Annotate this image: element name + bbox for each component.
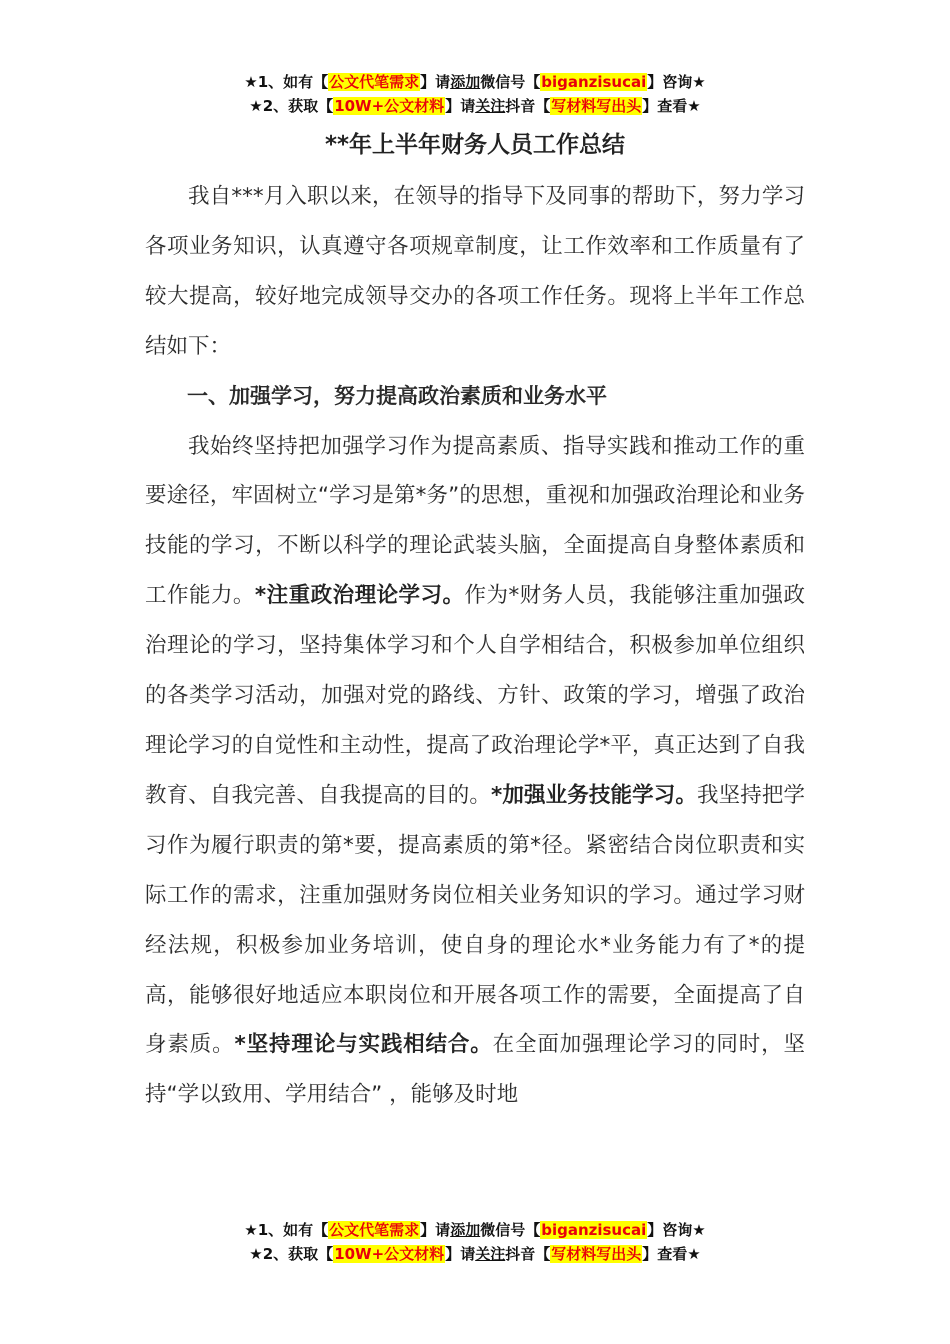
banner-line-1: [0, 70, 950, 94]
banner-text: 微信号【: [480, 73, 541, 91]
banner-underlined: 添加: [450, 1221, 481, 1239]
intro-paragraph: 我自***月入职以来，在领导的指导下及同事的帮助下，努力学习各项业务知识，认真遵守各项规章制度，让工作效率和工作质量有了较大提高，较好地完成领导交办的各项工作任务。现将上半年工作总结如下：: [145, 184, 805, 359]
banner-highlight: 10W+公文材料: [334, 1245, 445, 1263]
banner-text: ★1、如有【: [244, 1221, 329, 1239]
bold-subheading: *坚持理论与实践相结合。: [234, 1032, 493, 1058]
banner-highlight: 写材料写出头: [551, 97, 642, 115]
banner-text: 】请: [420, 1221, 451, 1239]
banner-text: ★1、如有【: [244, 73, 329, 91]
paragraph-text: 我坚持把学习作为履行职责的第*要，提高素质的第*径。紧密结合岗位职责和实际工作的需求，注重加强财务岗位相关业务知识的学习。通过学习财经法规，积极参加业务培训，使自身的理论水*业务能力有了*的提高，能够很好地适应本职岗位和开展各项工作的需要，全面提高了自身素质。: [145, 782, 805, 1058]
bold-subheading: *注重政治理论学习。: [254, 583, 465, 609]
banner-underlined: 添加: [450, 73, 481, 91]
banner-text: 】咨询★: [647, 73, 706, 91]
banner-line-2: [0, 1242, 950, 1266]
banner-text: 】请: [445, 97, 476, 115]
body-paragraph: [145, 422, 805, 1121]
banner-text: 微信号【: [480, 1221, 541, 1239]
banner-text: 】咨询★: [647, 1221, 706, 1239]
banner-text: 抖音【: [505, 97, 551, 115]
banner-highlight: biganzisucai: [541, 1221, 647, 1239]
banner-text: ★2、获取【: [249, 97, 334, 115]
banner-highlight: 公文代笔需求: [329, 73, 420, 91]
paragraph-text: 作为*财务人员，我能够注重加强政治理论的学习，坚持集体学习和个人自学相结合，积极参加单位组织的各类学习活动，加强对党的路线、方针、政策的学习，增强了政治理论学习的自觉性和主动性，提高了政治理论学*平，真正达到了自我教育、自我完善、自我提高的目的。: [145, 583, 805, 808]
banner-text: 抖音【: [505, 1245, 551, 1263]
document-body: [145, 172, 805, 1120]
banner-underlined: 关注: [475, 97, 506, 115]
document-title: **年上半年财务人员工作总结: [324, 132, 626, 158]
banner-highlight: 写材料写出头: [551, 1245, 642, 1263]
banner-highlight: 10W+公文材料: [334, 97, 445, 115]
footer-banner: [0, 1218, 950, 1266]
banner-line-1: [0, 1218, 950, 1242]
banner-line-2: [0, 94, 950, 118]
banner-text: ★2、获取【: [249, 1245, 334, 1263]
paragraph-text: 在全面加强理论学习的同时，坚持“学以致用、学用结合” ，能够及时地: [145, 1032, 805, 1108]
banner-text: 】查看★: [642, 1245, 701, 1263]
section-heading: 一、加强学习，努力提高政治素质和业务水平: [187, 383, 607, 408]
banner-text: 】请: [445, 1245, 476, 1263]
banner-highlight: 公文代笔需求: [329, 1221, 420, 1239]
banner-highlight: biganzisucai: [541, 73, 647, 91]
banner-underlined: 关注: [475, 1245, 506, 1263]
banner-text: 】查看★: [642, 97, 701, 115]
banner-text: 】请: [420, 73, 451, 91]
bold-subheading: *加强业务技能学习。: [491, 782, 697, 808]
header-banner: [0, 70, 950, 118]
paragraph-text: 我始终坚持把加强学习作为提高素质、指导实践和推动工作的重要途径，牢固树立“学习是第*务”的思想，重视和加强政治理论和业务技能的学习，不断以科学的理论武装头脑，全面提高自身整体素质和工作能力。: [145, 433, 805, 609]
